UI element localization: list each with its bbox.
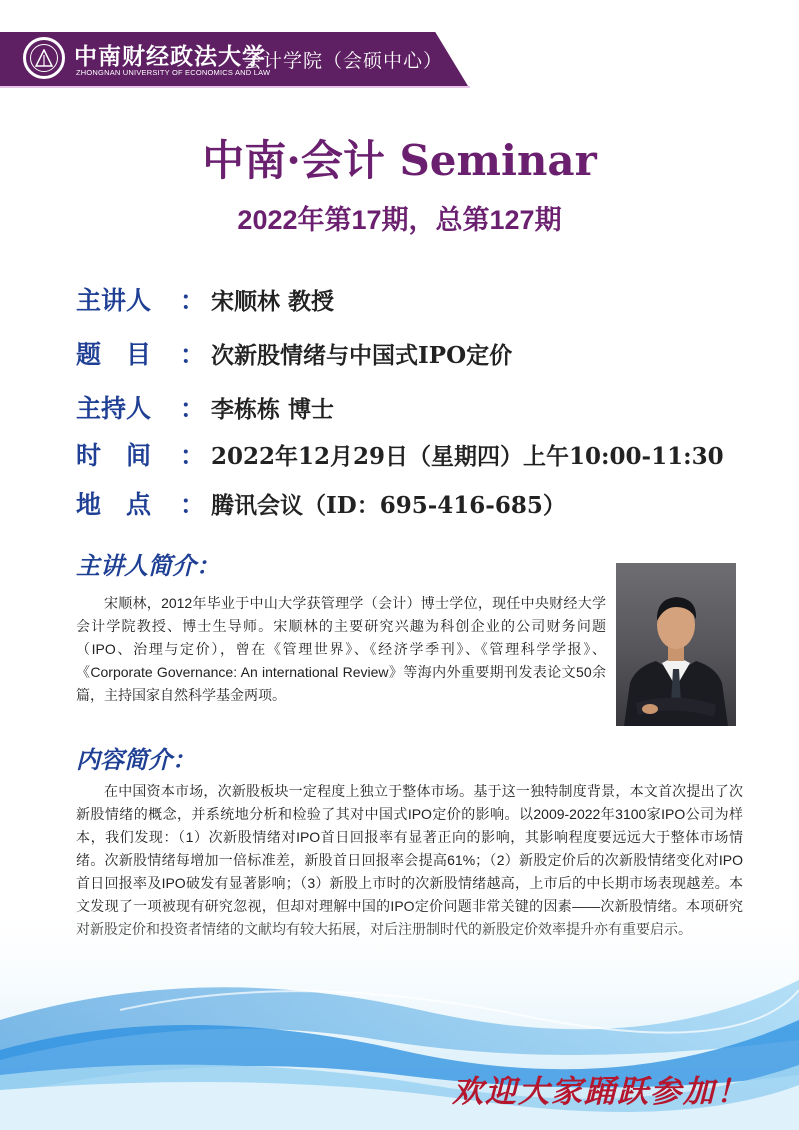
info-colon: ： [180,491,206,519]
school-name: 会计学院（会硕中心） [243,51,444,72]
header-divider [0,86,470,88]
speaker-intro-heading: 主讲人简介： [76,553,220,580]
info-row-time [76,437,724,471]
info-colon: ： [180,395,206,423]
info-row-speaker [76,282,334,316]
info-colon: ： [180,341,206,369]
info-colon: ： [180,442,206,470]
university-name-en: ZHONGNAN UNIVERSITY OF ECONOMICS AND LAW [76,68,271,77]
info-label: 主持人 [76,395,152,423]
university-name-cn: 中南财经政法大学 [74,43,266,70]
info-value: 李栋栋 博士 [211,395,335,423]
info-label: 主讲人 [76,287,152,315]
info-colon: ： [180,287,206,315]
info-label: 地 点 [76,491,152,519]
seminar-title: 中南·会计 Seminar [202,136,597,185]
info-row-topic [76,336,512,370]
seminar-issue: 2022年第17期，总第127期 [237,205,562,235]
speaker-intro-text [76,592,606,707]
info-value: 宋顺林 教授 [211,287,335,315]
info-label: 题 目 [76,341,152,369]
content-intro-heading: 内容简介： [76,747,196,774]
info-row-host [76,390,334,424]
welcome-message: 欢迎大家踊跃参加！ [452,1074,749,1109]
university-seal-icon [23,37,65,79]
speaker-intro-paragraph: 宋顺林，2012年毕业于中山大学获管理学（会计）博士学位，现任中央财经大学会计学院教授、博士生导师。宋顺林的主要研究兴趣为科创企业的公司财务问题（IPO、治理与定价），曾在《管理世界》、《经济学季刊》、《管理科学学报》、《Corporate Governance: An international Review》等海内外重要期刊发表论文50余篇，主持国家自然科学基金两项。 [76,595,606,703]
info-value: 2022年12月29日（星期四）上午10:00-11:30 [211,442,724,470]
info-value: 次新股情绪与中国式IPO定价 [211,341,513,369]
speaker-photo [616,563,736,726]
info-row-location [76,486,566,520]
content-intro-paragraph: 在中国资本市场，次新股板块一定程度上独立于整体市场。基于这一独特制度背景，本文首次提出了次新股情绪的概念，并系统地分析和检验了其对中国式IPO定价的影响。以2009-2022年3100家IPO公司为样本，我们发现：（1）次新股情绪对IPO首日回报率有显著正向的影响，其影响程度要远远大于整体市场情绪。次新股情绪每增加一倍标准差，新股首日回报率会提高61%；（2）新股定价后的次新股情绪变化对IPO首日回报率及IPO破发有显著影响；（3）新股上市时的次新股情绪越高，上市后的中长期市场表现越差。本 [76,783,743,891]
info-label: 时 间 [76,442,152,470]
info-value: 腾讯会议（ID：695-416-685） [211,491,566,519]
